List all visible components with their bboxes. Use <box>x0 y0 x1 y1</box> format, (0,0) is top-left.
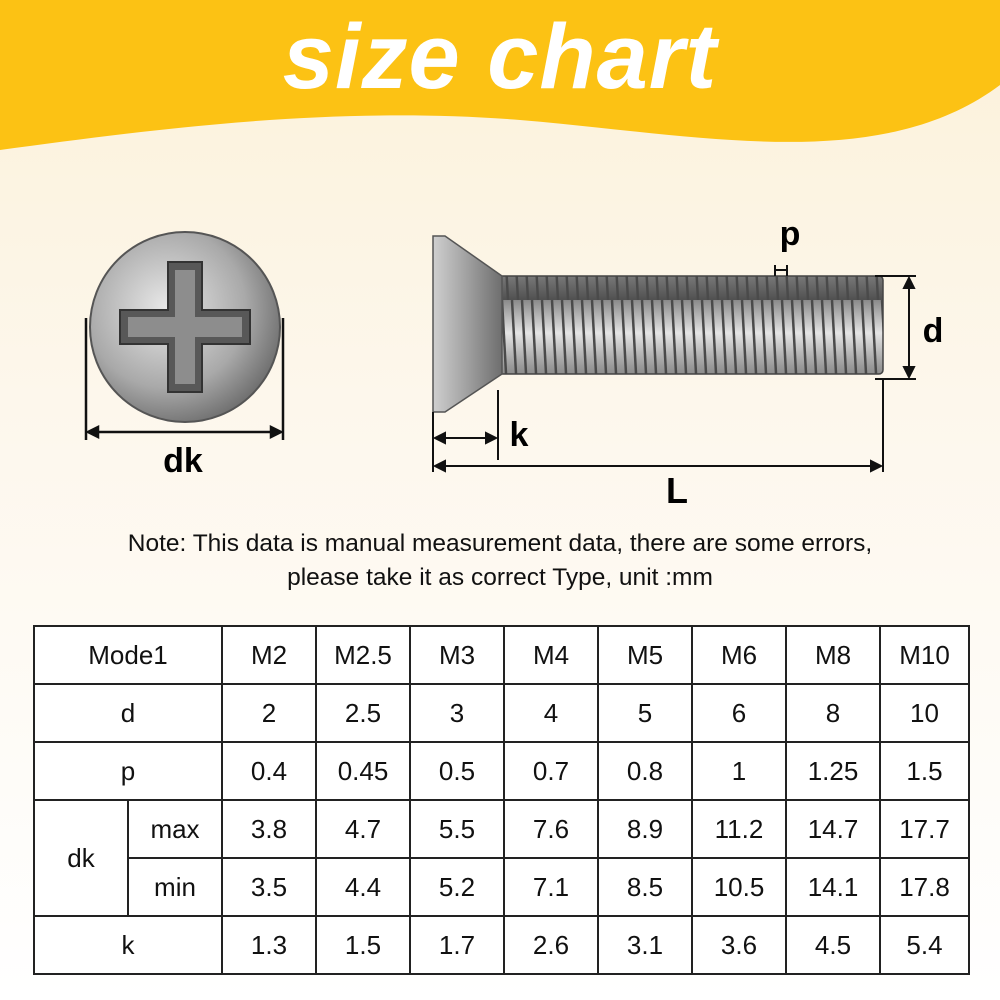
table-cell: 4.5 <box>786 916 880 974</box>
d-label: d <box>922 312 944 350</box>
table-cell: 5.5 <box>410 800 504 858</box>
k-label: k <box>509 416 529 454</box>
table-cell: 7.1 <box>504 858 598 916</box>
row-header: dk <box>34 800 128 916</box>
page-title: size chart <box>282 6 718 108</box>
table-cell: 17.8 <box>880 858 969 916</box>
table-row-d <box>34 684 969 742</box>
table-cell: 11.2 <box>692 800 786 858</box>
table-cell: 6 <box>692 684 786 742</box>
p-label: p <box>779 215 801 253</box>
table-cell: 2 <box>222 684 316 742</box>
table-row-k <box>34 916 969 974</box>
table-row-p <box>34 742 969 800</box>
row-header: p <box>34 742 222 800</box>
table-cell: 0.45 <box>316 742 410 800</box>
table-cell: 14.7 <box>786 800 880 858</box>
table-row-dk-max <box>34 800 969 858</box>
table-cell: 5.2 <box>410 858 504 916</box>
table-cell: 10.5 <box>692 858 786 916</box>
table-cell: 3.1 <box>598 916 692 974</box>
table-cell: 1.25 <box>786 742 880 800</box>
table-cell: M8 <box>786 626 880 684</box>
note-line-1: Note: This data is manual measurement data, there are some errors, <box>127 530 873 557</box>
table-cell: M4 <box>504 626 598 684</box>
size-table <box>33 625 970 975</box>
table-cell: 1 <box>692 742 786 800</box>
L-dimension-line <box>435 379 883 472</box>
table-cell: 1.7 <box>410 916 504 974</box>
table-cell: 2.5 <box>316 684 410 742</box>
table-cell: 1.5 <box>316 916 410 974</box>
table-row-model <box>34 626 969 684</box>
table-cell: 0.7 <box>504 742 598 800</box>
dk-label: dk <box>163 442 203 480</box>
screw-head-top-view <box>90 232 280 422</box>
table-cell: 8.9 <box>598 800 692 858</box>
screw-diagram <box>0 190 1000 520</box>
table-cell: 0.8 <box>598 742 692 800</box>
table-cell: 5.4 <box>880 916 969 974</box>
table-cell: 14.1 <box>786 858 880 916</box>
table-cell: M3 <box>410 626 504 684</box>
table-cell: 4.7 <box>316 800 410 858</box>
row-header: k <box>34 916 222 974</box>
row-header: Mode1 <box>34 626 222 684</box>
table-cell: 3.8 <box>222 800 316 858</box>
row-header: d <box>34 684 222 742</box>
measurement-note <box>0 527 1000 595</box>
table-cell: 3.5 <box>222 858 316 916</box>
table-cell: 0.4 <box>222 742 316 800</box>
table-cell: 7.6 <box>504 800 598 858</box>
table-row-dk-min <box>34 858 969 916</box>
table-cell: 10 <box>880 684 969 742</box>
note-line-2: please take it as correct Type, unit :mm <box>287 564 713 591</box>
sub-row-header: max <box>128 800 222 858</box>
table-cell: 2.6 <box>504 916 598 974</box>
table-cell: 4 <box>504 684 598 742</box>
table-cell: M2 <box>222 626 316 684</box>
L-label: L <box>666 470 688 511</box>
table-cell: 3.6 <box>692 916 786 974</box>
p-dimension-marker <box>775 265 787 276</box>
table-cell: M6 <box>692 626 786 684</box>
table-cell: 8.5 <box>598 858 692 916</box>
table-cell: 3 <box>410 684 504 742</box>
table-cell: M5 <box>598 626 692 684</box>
table-cell: 17.7 <box>880 800 969 858</box>
table-cell: 1.5 <box>880 742 969 800</box>
table-cell: 1.3 <box>222 916 316 974</box>
table-cell: 4.4 <box>316 858 410 916</box>
table-cell: M2.5 <box>316 626 410 684</box>
table-cell: 8 <box>786 684 880 742</box>
table-cell: 5 <box>598 684 692 742</box>
screw-side-view <box>433 236 883 412</box>
table-cell: 0.5 <box>410 742 504 800</box>
sub-row-header: min <box>128 858 222 916</box>
table-cell: M10 <box>880 626 969 684</box>
